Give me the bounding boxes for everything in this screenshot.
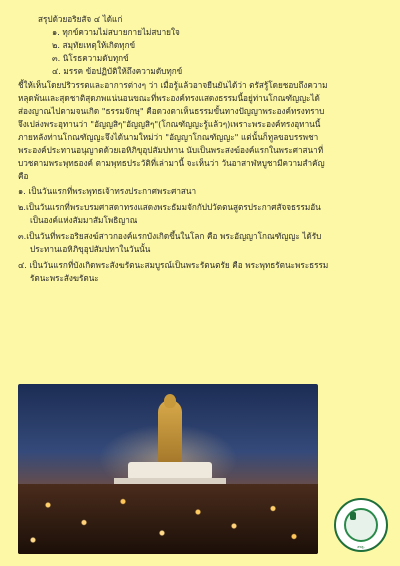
point-4-line-2: รัตนะพระสังฆรัตนะ [30, 273, 99, 283]
buddha-statue-candle-ceremony-photo [18, 384, 318, 554]
paragraph-line-2: หลุดพ้นและสุดชาติสุดภพแน่นอนขณะที่พระองค์ทรงแสดงธรรมนี้อยู่ท่านโกณฑัญญะได้ [18, 93, 320, 103]
point-1: ๑. เป็นวันแรกที่พระพุทธเจ้าทรงประกาศพระศาสนา [18, 186, 197, 196]
summary-item-4: ๔. มรรค ข้อปฏิบัติให้ถึงความดับทุกข์ [52, 66, 183, 76]
summary-item-3: ๓. นิโรธความดับทุกข์ [52, 53, 129, 63]
point-2-line-2: เป็นองค์แห่งสัมมาสัมโพธิญาณ [30, 215, 138, 225]
paragraph-line-4: จึงเปล่งพระอุทานว่า "อัญญสิๆ"อัญญสิๆ"(โกณฑัญญะรู้แล้วๆ)เพราะพระองค์ทรงอุทานนี้ [18, 119, 321, 129]
paragraph-line-1: ชี้ให้เห็นโดยปริวรรตและอาการต่างๆ ว่า เมื่อรู้แล้วอาจยืนยันได้ว่า ตรัสรู้โดยชอบถึงความ [18, 80, 328, 90]
summary-item-1: ๑. ทุกข์ความไม่สบายกายไม่สบายใจ [52, 27, 180, 37]
point-3-line-2: ประทานเอหิภิขุอุปสัมปทาในวันนั้น [30, 244, 151, 254]
buddha-head [164, 394, 176, 408]
summary-item-2: ๒. สมุทัยเหตุให้เกิดทุกข์ [52, 40, 136, 50]
buddha-statue [158, 400, 182, 464]
organization-logo-icon [334, 498, 388, 552]
point-2-line-1: ๒.เป็นวันแรกที่พระบรมศาสดาทรงแสดงพระธัมมจักกัปปวัตตนสูตรประกาศสัจจธรรมอัน [18, 202, 321, 212]
paragraph-line-3: ส่องญาณไปตามจนเกิด "ธรรมจักษุ" คือดวงตาเห็นธรรมขั้นทางปัญญาพระองค์ทรงทราบ [18, 106, 325, 116]
paragraph-line-5: ภายหลังท่านโกณฑัญญะจึงได้นามใหม่ว่า "อัญญาโกณฑัญญะ" แต่นั้นก็ทูลขอบรรพชา [18, 132, 319, 142]
logo-emblem [350, 512, 356, 520]
point-3-line-1: ๓.เป็นวันที่พระอริยสงฆ์สาวกองค์แรกบังเกิดขึ้นในโลก คือ พระอัญญาโกณฑัญญะ ได้รับ [18, 231, 322, 241]
paragraph-line-7: บวชตามพระพุทธองค์ ตามพุทธประวัติที่เล่ามานี้ จะเห็นว่า วันอาสาฬหบูชามีความสำคัญ [18, 158, 325, 168]
summary-intro: สรุปด้วยอริยสัจ ๔ ได้แก่ [38, 14, 123, 24]
paragraph-line-6: พระองค์ประทานอนุญาตด้วยเอหิภิขุอุปสัมปทาน นับเป็นพระสงฆ์องค์แรกในพระศาสนาที่ [18, 145, 324, 155]
candle-crowd [18, 484, 318, 554]
paragraph-line-8: คือ [18, 171, 29, 181]
logo-caption: สพฐ. [357, 545, 365, 549]
point-4-line-1: ๔. เป็นวันแรกที่บังเกิดพระสังฆรัตนะสมบูรณ์เป็นพระรัตนตรัย คือ พระพุทธรัตนะพระธรรม [18, 260, 329, 270]
